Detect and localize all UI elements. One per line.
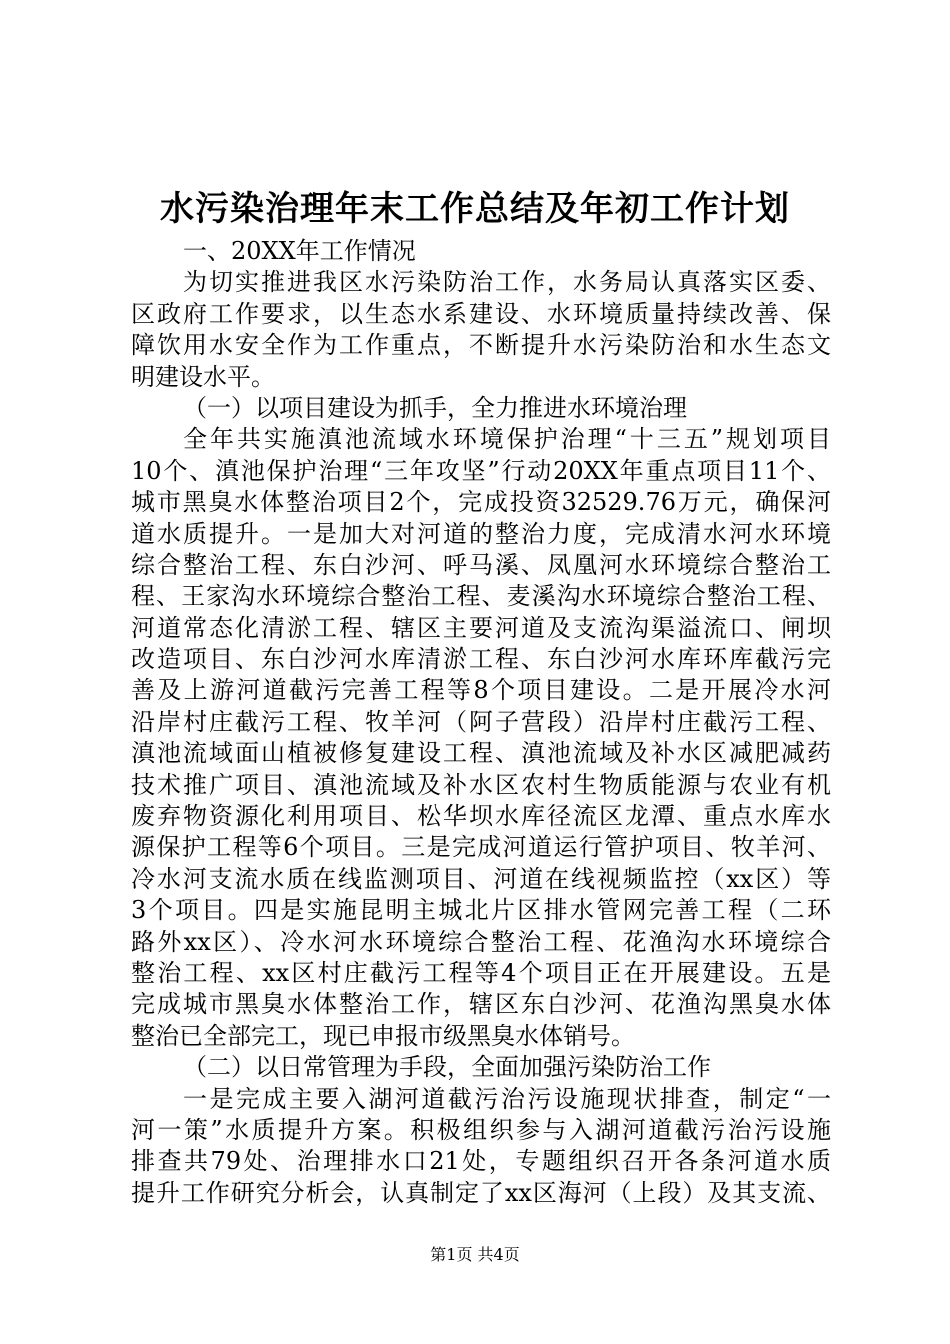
text-line: 整治工程、xx区村庄截污工程等4个项目正在开展建设。五是 [131,958,831,987]
text-line: 全年共实施滇池流域水环境保护治理“十三五”规划项目 [183,425,831,454]
document-body [131,236,831,1209]
text-line: 一是完成主要入湖河道截污治污设施现状排查，制定“一 [183,1084,831,1113]
text-line: 明建设水平。 [131,362,275,391]
text-line: （一）以项目建设为抓手，全力推进水环境治理 [183,393,687,422]
text-line: 为切实推进我区水污染防治工作，水务局认真落实区委、 [183,268,831,297]
text-line: 道水质提升。一是加大对河道的整治力度，完成清水河水环境 [131,519,831,548]
text-line: 整治已全部完工，现已申报市级黑臭水体销号。 [131,1021,635,1050]
text-line: 源保护工程等6个项目。三是完成河道运行管护项目、牧羊河、 [131,833,831,862]
text-line: 冷水河支流水质在线监测项目、河道在线视频监控（xx区）等 [131,864,831,893]
text-line: 废弃物资源化利用项目、松华坝水库径流区龙潭、重点水库水 [131,802,831,831]
text-line: 技术推广项目、滇池流域及补水区农村生物质能源与农业有机 [131,770,831,799]
text-line: 区政府工作要求，以生态水系建设、水环境质量持续改善、保 [131,299,831,328]
text-line: 程、王家沟水环境综合整治工程、麦溪沟水环境综合整治工程、 [131,582,831,611]
text-line: 3个项目。四是实施昆明主城北片区排水管网完善工程（二环 [131,896,831,925]
text-line: 滇池流域面山植被修复建设工程、滇池流域及补水区减肥减药 [131,739,831,768]
text-line: 提升工作研究分析会，认真制定了xx区海河（上段）及其支流、 [131,1178,831,1207]
text-line: 障饮用水安全作为工作重点，不断提升水污染防治和水生态文 [131,331,831,360]
text-line: 河一策”水质提升方案。积极组织参与入湖河道截污治污设施 [131,1115,831,1144]
text-line: 路外xx区）、冷水河水环境综合整治工程、花渔沟水环境综合 [131,927,831,956]
text-line: 城市黑臭水体整治项目2个，完成投资32529.76万元，确保河 [131,488,831,517]
text-line: 改造项目、东白沙河水库清淤工程、东白沙河水库环库截污完 [131,645,831,674]
text-line: 河道常态化清淤工程、辖区主要河道及支流沟渠溢流口、闸坝 [131,613,831,642]
text-line: （二）以日常管理为手段，全面加强污染防治工作 [183,1053,711,1082]
text-line: 善及上游河道截污完善工程等8个项目建设。二是开展冷水河 [131,676,831,705]
text-line: 排查共79处、治理排水口21处，专题组织召开各条河道水质 [131,1147,831,1176]
text-line: 10个、滇池保护治理“三年攻坚”行动20XX年重点项目11个、 [131,456,831,485]
text-line: 沿岸村庄截污工程、牧羊河（阿子营段）沿岸村庄截污工程、 [131,707,831,736]
text-line: 一、20XX年工作情况 [183,237,416,265]
text-line: 完成城市黑臭水体整治工作，辖区东白沙河、花渔沟黑臭水体 [131,990,831,1019]
page-footer: 第1页 共4页 [430,1245,520,1264]
text-line: 综合整治工程、东白沙河、呼马溪、凤凰河水环境综合整治工 [131,550,831,579]
document-title: 水污染治理年末工作总结及年初工作计划 [160,189,790,229]
